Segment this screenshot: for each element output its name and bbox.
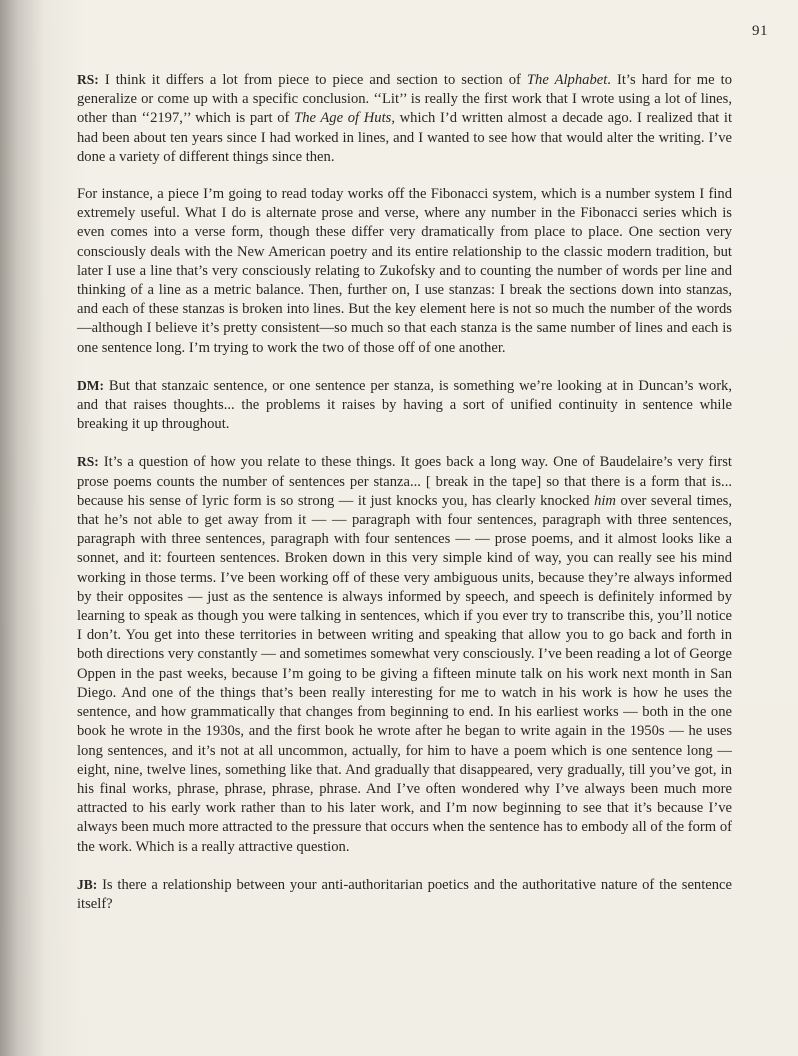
book-title: The Age of Huts <box>294 110 392 127</box>
paragraph-rs-2 <box>77 185 732 358</box>
text-segment: For instance, a piece I’m going to read today works off the Fibonacci system, which is a number system I find extremely useful. What I do is alternate prose and verse, where any number in the Fibonacci series which is even comes into a verse form, though these differ very dramatically from place to place. One section very consciously deals with the New American poetry and its entire relationship to the classic modern tradition, but later I use a line that’s very consciously relating to Zukofsky and to counting the number of words per line and thinking of a line as a metric balance. Then, further on, I use stanzas: I break the sections down into stanzas, and each of these stanzas is broken into lines. But the key element here is not so much the number of the words—although I believe it’s pretty consistent—so much so that each stanza is the same number of lines and each is one sentence long. I’m trying to work the two of those off of one another. <box>77 186 732 356</box>
text-segment: It’s a question of how you relate to these things. It goes back a long way. One of Baudelaire’s very first prose poems counts the number of sentences per stanza... [ break in the tape] so that there is a form that is... because his sense of lyric form is so strong — it just knocks you, has clearly knocked <box>77 454 732 509</box>
speaker-label: RS: <box>77 72 99 87</box>
page-number: 91 <box>752 23 768 39</box>
interview-text <box>77 70 732 932</box>
text-segment: , which I’d written almost a decade ago. I realized that it had been about ten years since I had worked in lines, and I wanted to see how that would alter the writing. I’ve done a variety of different things since then. <box>77 110 732 165</box>
speaker-label: JB: <box>77 876 98 892</box>
paragraph-dm <box>77 376 732 435</box>
paragraph-jb <box>77 875 732 914</box>
text-segment: Is there a relationship between your anti-authoritarian poetics and the authoritative nature of the sentence itself? <box>77 876 732 912</box>
speaker-label: RS: <box>77 454 99 470</box>
paragraph-rs-3 <box>77 452 732 856</box>
emphasis-word: him <box>594 492 616 509</box>
text-segment: over several times, that he’s not able to get away from it — — paragraph with four sentences, paragraph with three sentences, paragraph with three sentences, paragraph with four sentences — — prose poems, and it almost looks like a sonnet, and it: fourteen sentences. Broken down in this very simple kind of way, you can really see his mind working in those terms. I’ve been working off of these very ambiguous units, because they’re always informed by their opposites — just as the sentence is always informed by speech, and speech is definitely informed by learning to speak as though you were talking in sentences, which if you ever try to transcribe this, you’ll notice I don’t. You get into these territories in between writing and speaking that allow you to go back and forth in both directions very constantly — and sometimes somewhat very consciously. I’ve been reading a lot of George Oppen in the past weeks, because I’m going to be giving a fifteen minute talk on his work next month in San Diego. And one of the things that’s been really interesting for me to watch in his work is how he uses the sentence, and how grammatically that changes from beginning to end. In his earliest works — both in the one book he wrote in the 1930s, and the first book he wrote after he began to write again in the 1950s — he uses long sentences, and it’s not at all uncommon, actually, for him to have a poem which is one sentence long — eight, nine, twelve lines, something like that. And gradually that disappeared, very gradually, till you’ve got, in his final works, phrase, phrase, phrase, phrase. And I’ve often wondered why I’ve always been much more attracted to his early work rather than to his later work, and I’m now beginning to see that it’s because I’ve always been much more attracted to the pressure that occurs when the sentence has to embody all of the form of the work. Which is a really attractive question. <box>77 492 732 855</box>
paragraph-rs-1 <box>77 70 732 167</box>
book-title: The Alphabet <box>526 72 608 88</box>
text-segment: But that stanzaic sentence, or one sentence per stanza, is something we’re looking at in Duncan’s work, and that raises thoughts... the problems it raises by having a sort of unified continuity in sentence while breaking it up throughout. <box>77 377 732 433</box>
text-segment: I think it differs a lot from piece to piece and section to section of <box>98 72 527 88</box>
text-segment: . It’s hard for me to generalize or come up with a specific conclusion. ‘‘Lit’’ is really the first work that I wrote using a lot of lines, other than ‘‘2197,’’ which is part of <box>77 72 732 127</box>
speaker-label: DM: <box>77 377 104 393</box>
